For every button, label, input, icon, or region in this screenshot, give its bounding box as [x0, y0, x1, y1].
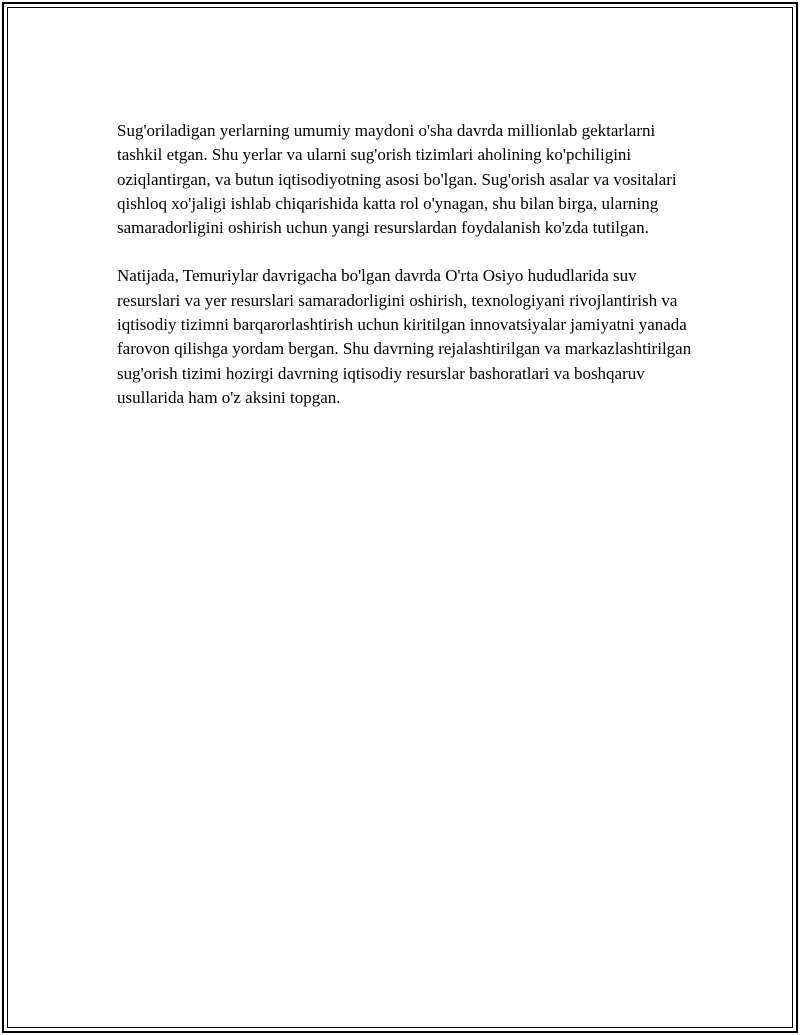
document-body — [117, 119, 692, 434]
paragraph-conclusion: Natijada, Temuriylar davrigacha bo'lgan davrda O'rta Osiyo hududlarida suv resurslari va yer resurslari samaradorligini oshirish, texnologiyani rivojlantirish va iqtisodiy tizimni barqarorlashtirish uchun kiritilgan innovatsiyalar jamiyatni yanada farovon qilishga yordam bergan. Shu davrning rejalashtirilgan va markazlashtirilgan sug'orish tizimi hozirgi davrning iqtisodiy resurslar bashoratlari va boshqaruv usullarida ham o'z aksini topgan. — [117, 266, 692, 407]
paragraph-irrigation-area: Sug'oriladigan yerlarning umumiy maydoni o'sha davrda millionlab gektarlarni tashkil etgan. Shu yerlar va ularni sug'orish tizimlari aholining ko'pchiligini oziqlantirgan, va butun iqtisodiyotning asosi bo'lgan. Sug'orish asalar va vositalari qishloq xo'jaligi ishlab chiqarishida katta rol o'ynagan, shu bilan birga, ularning samaradorligini oshirish uchun yangi resurslardan foydalanish ko'zda tutilgan. — [117, 121, 677, 238]
